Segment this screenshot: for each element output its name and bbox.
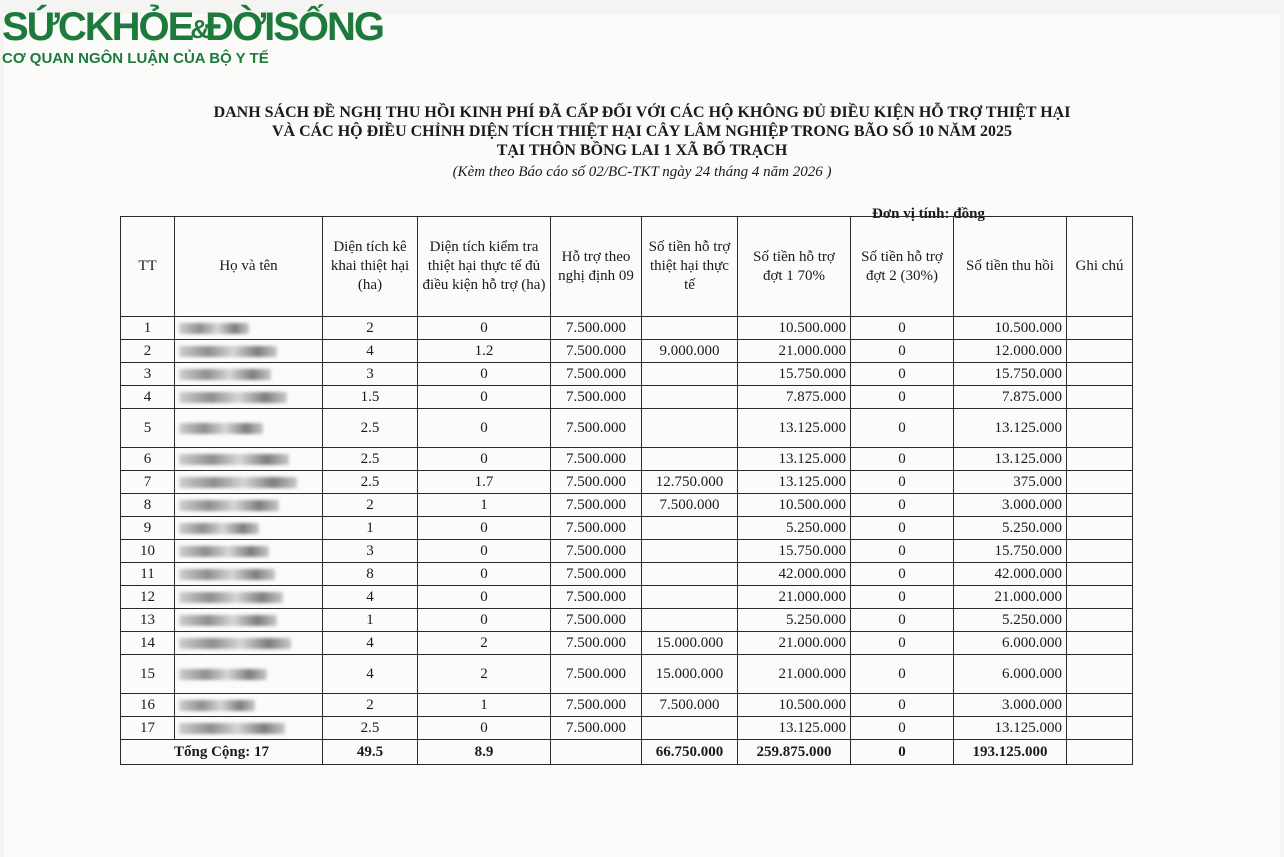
brand-tagline: CƠ QUAN NGÔN LUẬN CỦA BỘ Y TẾ — [2, 50, 269, 68]
cell-declared-area: 4 — [323, 632, 418, 655]
cell-checked-area: 0 — [418, 540, 551, 563]
cell-note — [1067, 363, 1133, 386]
cell-declared-area: 3 — [323, 363, 418, 386]
cell-actual-support — [642, 448, 738, 471]
cell-checked-area: 2 — [418, 655, 551, 694]
cell-name — [175, 540, 323, 563]
cell-recovery: 15.750.000 — [954, 540, 1067, 563]
cell-recovery: 15.750.000 — [954, 363, 1067, 386]
cell-declared-area: 2.5 — [323, 409, 418, 448]
table-row — [121, 386, 1133, 409]
cell-note — [1067, 409, 1133, 448]
cell-phase1: 42.000.000 — [738, 563, 851, 586]
cell-tt: 11 — [121, 563, 175, 586]
redacted-name — [179, 369, 271, 380]
cell-recovery: 3.000.000 — [954, 494, 1067, 517]
cell-support-rate: 7.500.000 — [551, 694, 642, 717]
cell-phase2: 0 — [851, 494, 954, 517]
cell-declared-area: 1.5 — [323, 386, 418, 409]
cell-support-rate: 7.500.000 — [551, 340, 642, 363]
cell-phase2: 0 — [851, 448, 954, 471]
cell-checked-area: 0 — [418, 317, 551, 340]
cell-declared-area: 3 — [323, 540, 418, 563]
total-rate — [551, 740, 642, 765]
cell-actual-support: 15.000.000 — [642, 632, 738, 655]
cell-note — [1067, 632, 1133, 655]
total-label: Tổng Cộng: 17 — [121, 740, 323, 765]
cell-tt: 5 — [121, 409, 175, 448]
cell-checked-area: 0 — [418, 517, 551, 540]
cell-actual-support — [642, 563, 738, 586]
cell-declared-area: 2 — [323, 694, 418, 717]
cell-phase2: 0 — [851, 717, 954, 740]
redacted-name — [179, 523, 259, 534]
cell-checked-area: 0 — [418, 386, 551, 409]
cell-note — [1067, 717, 1133, 740]
title-line-1: DANH SÁCH ĐỀ NGHỊ THU HỒI KINH PHÍ ĐÃ CẤP ĐỐI VỚI CÁC HỘ KHÔNG ĐỦ ĐIỀU KIỆN HỖ TRỢ THIỆT HẠI — [213, 104, 1071, 121]
cell-name — [175, 340, 323, 363]
header-phase1: Số tiền hỗ trợ đợt 1 70% — [738, 217, 851, 317]
cell-declared-area: 2 — [323, 494, 418, 517]
cell-actual-support — [642, 517, 738, 540]
cell-name — [175, 409, 323, 448]
table-row — [121, 471, 1133, 494]
cell-phase2: 0 — [851, 386, 954, 409]
cell-checked-area: 1 — [418, 494, 551, 517]
cell-phase1: 5.250.000 — [738, 609, 851, 632]
cell-phase1: 13.125.000 — [738, 471, 851, 494]
cell-checked-area: 0 — [418, 409, 551, 448]
cell-phase2: 0 — [851, 609, 954, 632]
cell-phase1: 21.000.000 — [738, 655, 851, 694]
redacted-name — [179, 392, 287, 403]
brand-name-part1: SỨCKHỎE — [2, 5, 193, 49]
cell-tt: 10 — [121, 540, 175, 563]
cell-phase2: 0 — [851, 340, 954, 363]
redacted-name — [179, 592, 283, 603]
cell-support-rate: 7.500.000 — [551, 717, 642, 740]
cell-actual-support — [642, 609, 738, 632]
table-row — [121, 655, 1133, 694]
redacted-name — [179, 669, 267, 680]
cell-actual-support — [642, 717, 738, 740]
total-phase1: 259.875.000 — [738, 740, 851, 765]
cell-note — [1067, 517, 1133, 540]
cell-phase1: 10.500.000 — [738, 317, 851, 340]
cell-phase2: 0 — [851, 517, 954, 540]
cell-support-rate: 7.500.000 — [551, 540, 642, 563]
cell-declared-area: 4 — [323, 340, 418, 363]
cell-tt: 8 — [121, 494, 175, 517]
cell-phase2: 0 — [851, 409, 954, 448]
cell-name — [175, 694, 323, 717]
cell-recovery: 10.500.000 — [954, 317, 1067, 340]
table-row — [121, 563, 1133, 586]
cell-checked-area: 0 — [418, 563, 551, 586]
cell-name — [175, 717, 323, 740]
redacted-name — [179, 546, 269, 557]
cell-name — [175, 363, 323, 386]
header-note: Ghi chú — [1067, 217, 1133, 317]
cell-declared-area: 4 — [323, 655, 418, 694]
cell-phase2: 0 — [851, 363, 954, 386]
cell-phase2: 0 — [851, 586, 954, 609]
cell-support-rate: 7.500.000 — [551, 586, 642, 609]
cell-actual-support — [642, 540, 738, 563]
cell-support-rate: 7.500.000 — [551, 448, 642, 471]
cell-recovery: 42.000.000 — [954, 563, 1067, 586]
cell-tt: 9 — [121, 517, 175, 540]
table-row — [121, 609, 1133, 632]
cell-phase2: 0 — [851, 563, 954, 586]
cell-note — [1067, 655, 1133, 694]
header-checked-area: Diện tích kiểm tra thiệt hại thực tế đủ điều kiện hỗ trợ (ha) — [418, 217, 551, 317]
document-title — [0, 103, 1284, 160]
cell-recovery: 13.125.000 — [954, 717, 1067, 740]
cell-note — [1067, 609, 1133, 632]
cell-declared-area: 2.5 — [323, 471, 418, 494]
table-row — [121, 586, 1133, 609]
cell-actual-support: 7.500.000 — [642, 694, 738, 717]
cell-tt: 6 — [121, 448, 175, 471]
cell-checked-area: 1.2 — [418, 340, 551, 363]
cell-checked-area: 0 — [418, 586, 551, 609]
cell-checked-area: 0 — [418, 717, 551, 740]
cell-actual-support — [642, 386, 738, 409]
cell-declared-area: 2 — [323, 317, 418, 340]
brand-name — [2, 4, 383, 52]
cell-tt: 1 — [121, 317, 175, 340]
redacted-name — [179, 346, 277, 357]
cell-tt: 13 — [121, 609, 175, 632]
unit-label: Đơn vị tính: đồng — [872, 206, 985, 222]
cell-name — [175, 563, 323, 586]
cell-support-rate: 7.500.000 — [551, 632, 642, 655]
cell-name — [175, 494, 323, 517]
table-body — [121, 317, 1133, 740]
cell-actual-support — [642, 317, 738, 340]
cell-actual-support: 7.500.000 — [642, 494, 738, 517]
total-recovery: 193.125.000 — [954, 740, 1067, 765]
table-row — [121, 363, 1133, 386]
table-row — [121, 517, 1133, 540]
document-subtitle: (Kèm theo Báo cáo số 02/BC-TKT ngày 24 tháng 4 năm 2026 ) — [452, 164, 832, 180]
cell-declared-area: 2.5 — [323, 717, 418, 740]
cell-tt: 14 — [121, 632, 175, 655]
cell-phase1: 13.125.000 — [738, 717, 851, 740]
cell-phase2: 0 — [851, 632, 954, 655]
cell-checked-area: 1.7 — [418, 471, 551, 494]
header-phase2: Số tiền hỗ trợ đợt 2 (30%) — [851, 217, 954, 317]
cell-phase1: 7.875.000 — [738, 386, 851, 409]
cell-phase1: 10.500.000 — [738, 694, 851, 717]
cell-recovery: 13.125.000 — [954, 409, 1067, 448]
cell-phase2: 0 — [851, 317, 954, 340]
cell-name — [175, 586, 323, 609]
cell-tt: 12 — [121, 586, 175, 609]
cell-phase1: 13.125.000 — [738, 448, 851, 471]
cell-checked-area: 1 — [418, 694, 551, 717]
header-recovery: Số tiền thu hồi — [954, 217, 1067, 317]
redacted-name — [179, 477, 297, 488]
cell-phase1: 15.750.000 — [738, 363, 851, 386]
cell-support-rate: 7.500.000 — [551, 317, 642, 340]
cell-checked-area: 0 — [418, 448, 551, 471]
cell-phase1: 5.250.000 — [738, 517, 851, 540]
cell-name — [175, 386, 323, 409]
cell-support-rate: 7.500.000 — [551, 386, 642, 409]
cell-support-rate: 7.500.000 — [551, 609, 642, 632]
cell-phase1: 21.000.000 — [738, 340, 851, 363]
cell-actual-support: 15.000.000 — [642, 655, 738, 694]
cell-name — [175, 632, 323, 655]
cell-note — [1067, 386, 1133, 409]
table-row — [121, 632, 1133, 655]
redacted-name — [179, 323, 249, 334]
cell-note — [1067, 340, 1133, 363]
cell-tt: 3 — [121, 363, 175, 386]
total-declared: 49.5 — [323, 740, 418, 765]
cell-tt: 15 — [121, 655, 175, 694]
cell-tt: 4 — [121, 386, 175, 409]
recovery-table — [120, 216, 1133, 765]
header-tt: TT — [121, 217, 175, 317]
cell-support-rate: 7.500.000 — [551, 409, 642, 448]
cell-checked-area: 2 — [418, 632, 551, 655]
cell-phase2: 0 — [851, 471, 954, 494]
header-actual-support: Số tiền hỗ trợ thiệt hại thực tế — [642, 217, 738, 317]
table-row — [121, 717, 1133, 740]
cell-phase2: 0 — [851, 540, 954, 563]
cell-note — [1067, 563, 1133, 586]
cell-actual-support: 9.000.000 — [642, 340, 738, 363]
cell-note — [1067, 540, 1133, 563]
redacted-name — [179, 500, 279, 511]
cell-declared-area: 8 — [323, 563, 418, 586]
header-name: Họ và tên — [175, 217, 323, 317]
cell-phase1: 10.500.000 — [738, 494, 851, 517]
cell-recovery: 12.000.000 — [954, 340, 1067, 363]
cell-phase2: 0 — [851, 655, 954, 694]
cell-recovery: 6.000.000 — [954, 632, 1067, 655]
cell-support-rate: 7.500.000 — [551, 655, 642, 694]
header-support-rate: Hỗ trợ theo nghị định 09 — [551, 217, 642, 317]
cell-name — [175, 448, 323, 471]
cell-checked-area: 0 — [418, 363, 551, 386]
cell-phase2: 0 — [851, 694, 954, 717]
redacted-name — [179, 454, 289, 465]
cell-phase1: 21.000.000 — [738, 632, 851, 655]
cell-declared-area: 2.5 — [323, 448, 418, 471]
cell-recovery: 13.125.000 — [954, 448, 1067, 471]
cell-note — [1067, 494, 1133, 517]
cell-support-rate: 7.500.000 — [551, 471, 642, 494]
cell-checked-area: 0 — [418, 609, 551, 632]
cell-note — [1067, 586, 1133, 609]
cell-tt: 16 — [121, 694, 175, 717]
cell-note — [1067, 448, 1133, 471]
total-row — [121, 740, 1133, 765]
redacted-name — [179, 723, 285, 734]
total-phase2: 0 — [851, 740, 954, 765]
total-note — [1067, 740, 1133, 765]
cell-note — [1067, 317, 1133, 340]
cell-recovery: 3.000.000 — [954, 694, 1067, 717]
cell-recovery: 375.000 — [954, 471, 1067, 494]
cell-support-rate: 7.500.000 — [551, 363, 642, 386]
cell-note — [1067, 694, 1133, 717]
table-row — [121, 540, 1133, 563]
brand-logo — [2, 4, 383, 67]
cell-phase1: 15.750.000 — [738, 540, 851, 563]
cell-declared-area: 1 — [323, 609, 418, 632]
table-row — [121, 340, 1133, 363]
redacted-name — [179, 569, 275, 580]
cell-name — [175, 655, 323, 694]
cell-tt: 7 — [121, 471, 175, 494]
table-row — [121, 694, 1133, 717]
header-declared-area: Diện tích kê khai thiệt hại (ha) — [323, 217, 418, 317]
cell-note — [1067, 471, 1133, 494]
cell-tt: 17 — [121, 717, 175, 740]
cell-name — [175, 471, 323, 494]
cell-actual-support — [642, 586, 738, 609]
redacted-name — [179, 615, 277, 626]
redacted-name — [179, 638, 291, 649]
brand-name-amp: & — [190, 14, 208, 45]
cell-support-rate: 7.500.000 — [551, 494, 642, 517]
brand-name-part2: ĐỜISỐNG — [205, 5, 384, 49]
cell-tt: 2 — [121, 340, 175, 363]
cell-name — [175, 517, 323, 540]
table-row — [121, 448, 1133, 471]
cell-recovery: 21.000.000 — [954, 586, 1067, 609]
cell-recovery: 6.000.000 — [954, 655, 1067, 694]
cell-phase1: 13.125.000 — [738, 409, 851, 448]
cell-recovery: 5.250.000 — [954, 517, 1067, 540]
table-row — [121, 494, 1133, 517]
cell-declared-area: 4 — [323, 586, 418, 609]
cell-support-rate: 7.500.000 — [551, 517, 642, 540]
cell-actual-support — [642, 363, 738, 386]
total-checked: 8.9 — [418, 740, 551, 765]
cell-actual-support: 12.750.000 — [642, 471, 738, 494]
redacted-name — [179, 423, 263, 434]
cell-recovery: 7.875.000 — [954, 386, 1067, 409]
cell-name — [175, 317, 323, 340]
cell-name — [175, 609, 323, 632]
cell-actual-support — [642, 409, 738, 448]
title-line-2: VÀ CÁC HỘ ĐIỀU CHỈNH DIỆN TÍCH THIỆT HẠI CÂY LÂM NGHIỆP TRONG BÃO SỐ 10 NĂM 2025 — [271, 123, 1013, 140]
table-row — [121, 317, 1133, 340]
table-header-row — [121, 217, 1133, 317]
cell-support-rate: 7.500.000 — [551, 563, 642, 586]
cell-declared-area: 1 — [323, 517, 418, 540]
cell-recovery: 5.250.000 — [954, 609, 1067, 632]
cell-phase1: 21.000.000 — [738, 586, 851, 609]
total-actual: 66.750.000 — [642, 740, 738, 765]
title-line-3: TẠI THÔN BỒNG LAI 1 XÃ BỐ TRẠCH — [496, 142, 788, 159]
redacted-name — [179, 700, 255, 711]
table-row — [121, 409, 1133, 448]
